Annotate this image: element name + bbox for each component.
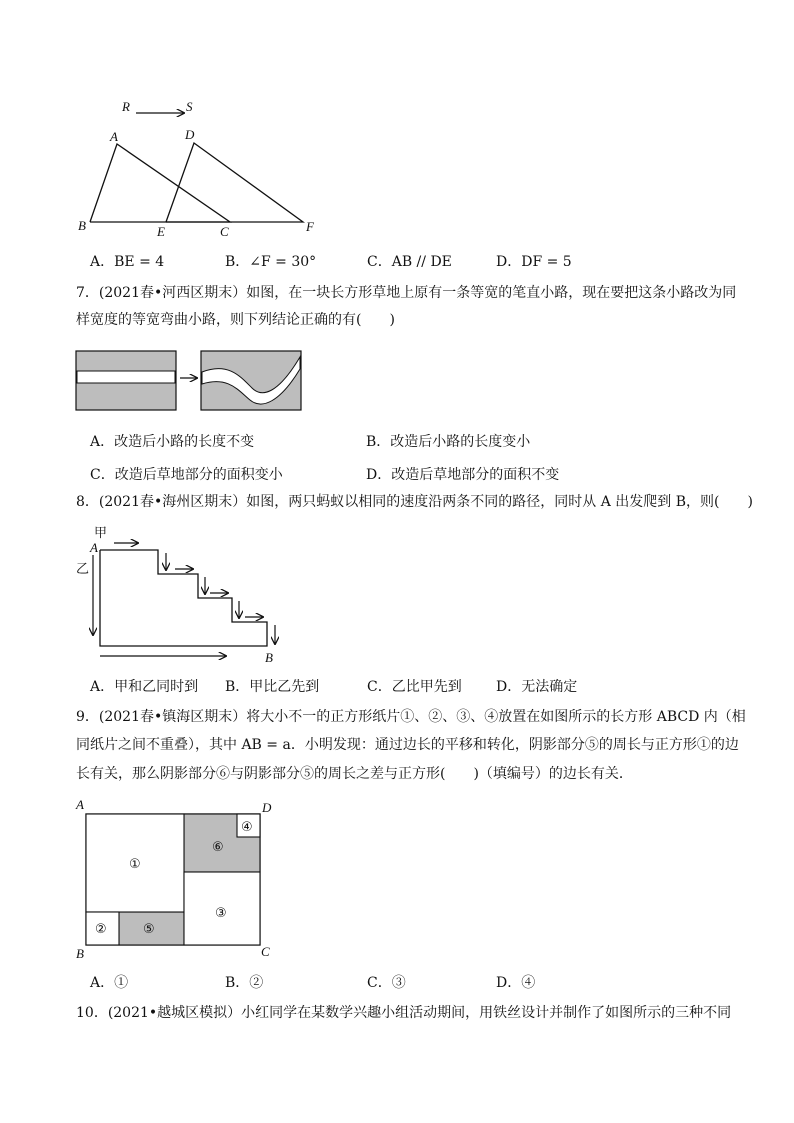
fig6-label-B: B <box>78 218 86 233</box>
q6-option-c[interactable]: C．AB // DE <box>367 254 452 270</box>
q7-option-d[interactable]: D．改造后草地部分的面积不变 <box>366 467 560 483</box>
fig6-label-E: E <box>157 224 165 239</box>
fig8-label-A: A <box>90 540 98 555</box>
q9-stem-line1: 9．(2021春•镇海区期末）将大小不一的正方形纸片①、②、③、④放置在如图所示的长方形 ABCD 内（相 <box>76 709 746 725</box>
q9-option-b[interactable]: B．② <box>225 975 264 991</box>
fig9-label-D: D <box>262 800 272 815</box>
q6-option-b[interactable]: B．∠F = 30° <box>225 254 317 270</box>
fig6-label-F: F <box>306 219 314 234</box>
label-circle-3: ③ <box>215 906 227 921</box>
fig6-label-A: A <box>110 129 118 144</box>
label-circle-6: ⑥ <box>212 840 224 855</box>
fig6-label-R: R <box>122 99 130 114</box>
q9-option-c[interactable]: C．③ <box>367 975 406 991</box>
q10-stem-line1: 10．(2021•越城区模拟）小红同学在某数学兴趣小组活动期间，用铁丝设计并制作了如图所示的三种不同 <box>76 1005 732 1021</box>
fig9-label-B: B <box>76 946 84 961</box>
q7-option-b[interactable]: B．改造后小路的长度变小 <box>366 434 531 450</box>
q9-stem-line2: 同纸片之间不重叠），其中 AB = a．小明发现：通过边长的平移和转化，阴影部分⑤的周长与正方形①的边 <box>76 737 739 753</box>
fig9-label-A: A <box>76 797 84 812</box>
q9-stem-line3: 长有关，那么阴影部分⑥与阴影部分⑤的周长之差与正方形( )（填编号）的边长有关． <box>76 766 633 782</box>
q9-option-d[interactable]: D．④ <box>496 975 536 991</box>
label-circle-5: ⑤ <box>143 922 155 937</box>
fig9-label-C: C <box>261 944 270 959</box>
label-circle-2: ② <box>95 922 107 937</box>
q7-option-a[interactable]: A．改造后小路的长度不变 <box>90 434 255 450</box>
fig8-label-B: B <box>265 650 273 665</box>
label-circle-4: ④ <box>241 820 253 835</box>
fig6-label-S: S <box>186 99 193 114</box>
q6-option-a[interactable]: A．BE = 4 <box>90 254 165 270</box>
q7-stem-line2: 样宽度的等宽弯曲小路，则下列结论正确的有( ) <box>76 312 395 328</box>
q6-option-d[interactable]: D．DF = 5 <box>496 254 572 270</box>
fig6-label-D: D <box>185 127 195 142</box>
q8-option-c[interactable]: C．乙比甲先到 <box>367 679 462 695</box>
label-yi: 乙 <box>76 562 90 577</box>
q8-option-a[interactable]: A．甲和乙同时到 <box>90 679 199 695</box>
label-circle-1: ① <box>129 857 141 872</box>
q8-option-b[interactable]: B．甲比乙先到 <box>225 679 320 695</box>
q7-stem-line1: 7．(2021春•河西区期末）如图，在一块长方形草地上原有一条等宽的笔直小路，现在要把这条小路改为同 <box>76 285 737 301</box>
q8-option-d[interactable]: D．无法确定 <box>496 679 578 695</box>
q7-option-c[interactable]: C．改造后草地部分的面积变小 <box>90 467 283 483</box>
q9-option-a[interactable]: A．① <box>90 975 129 991</box>
label-jia: 甲 <box>94 526 108 541</box>
fig6-label-C: C <box>220 224 229 239</box>
q8-stem: 8．(2021春•海州区期末）如图，两只蚂蚁以相同的速度沿两条不同的路径，同时从 A 出发爬到 B，则( ) <box>76 494 753 510</box>
